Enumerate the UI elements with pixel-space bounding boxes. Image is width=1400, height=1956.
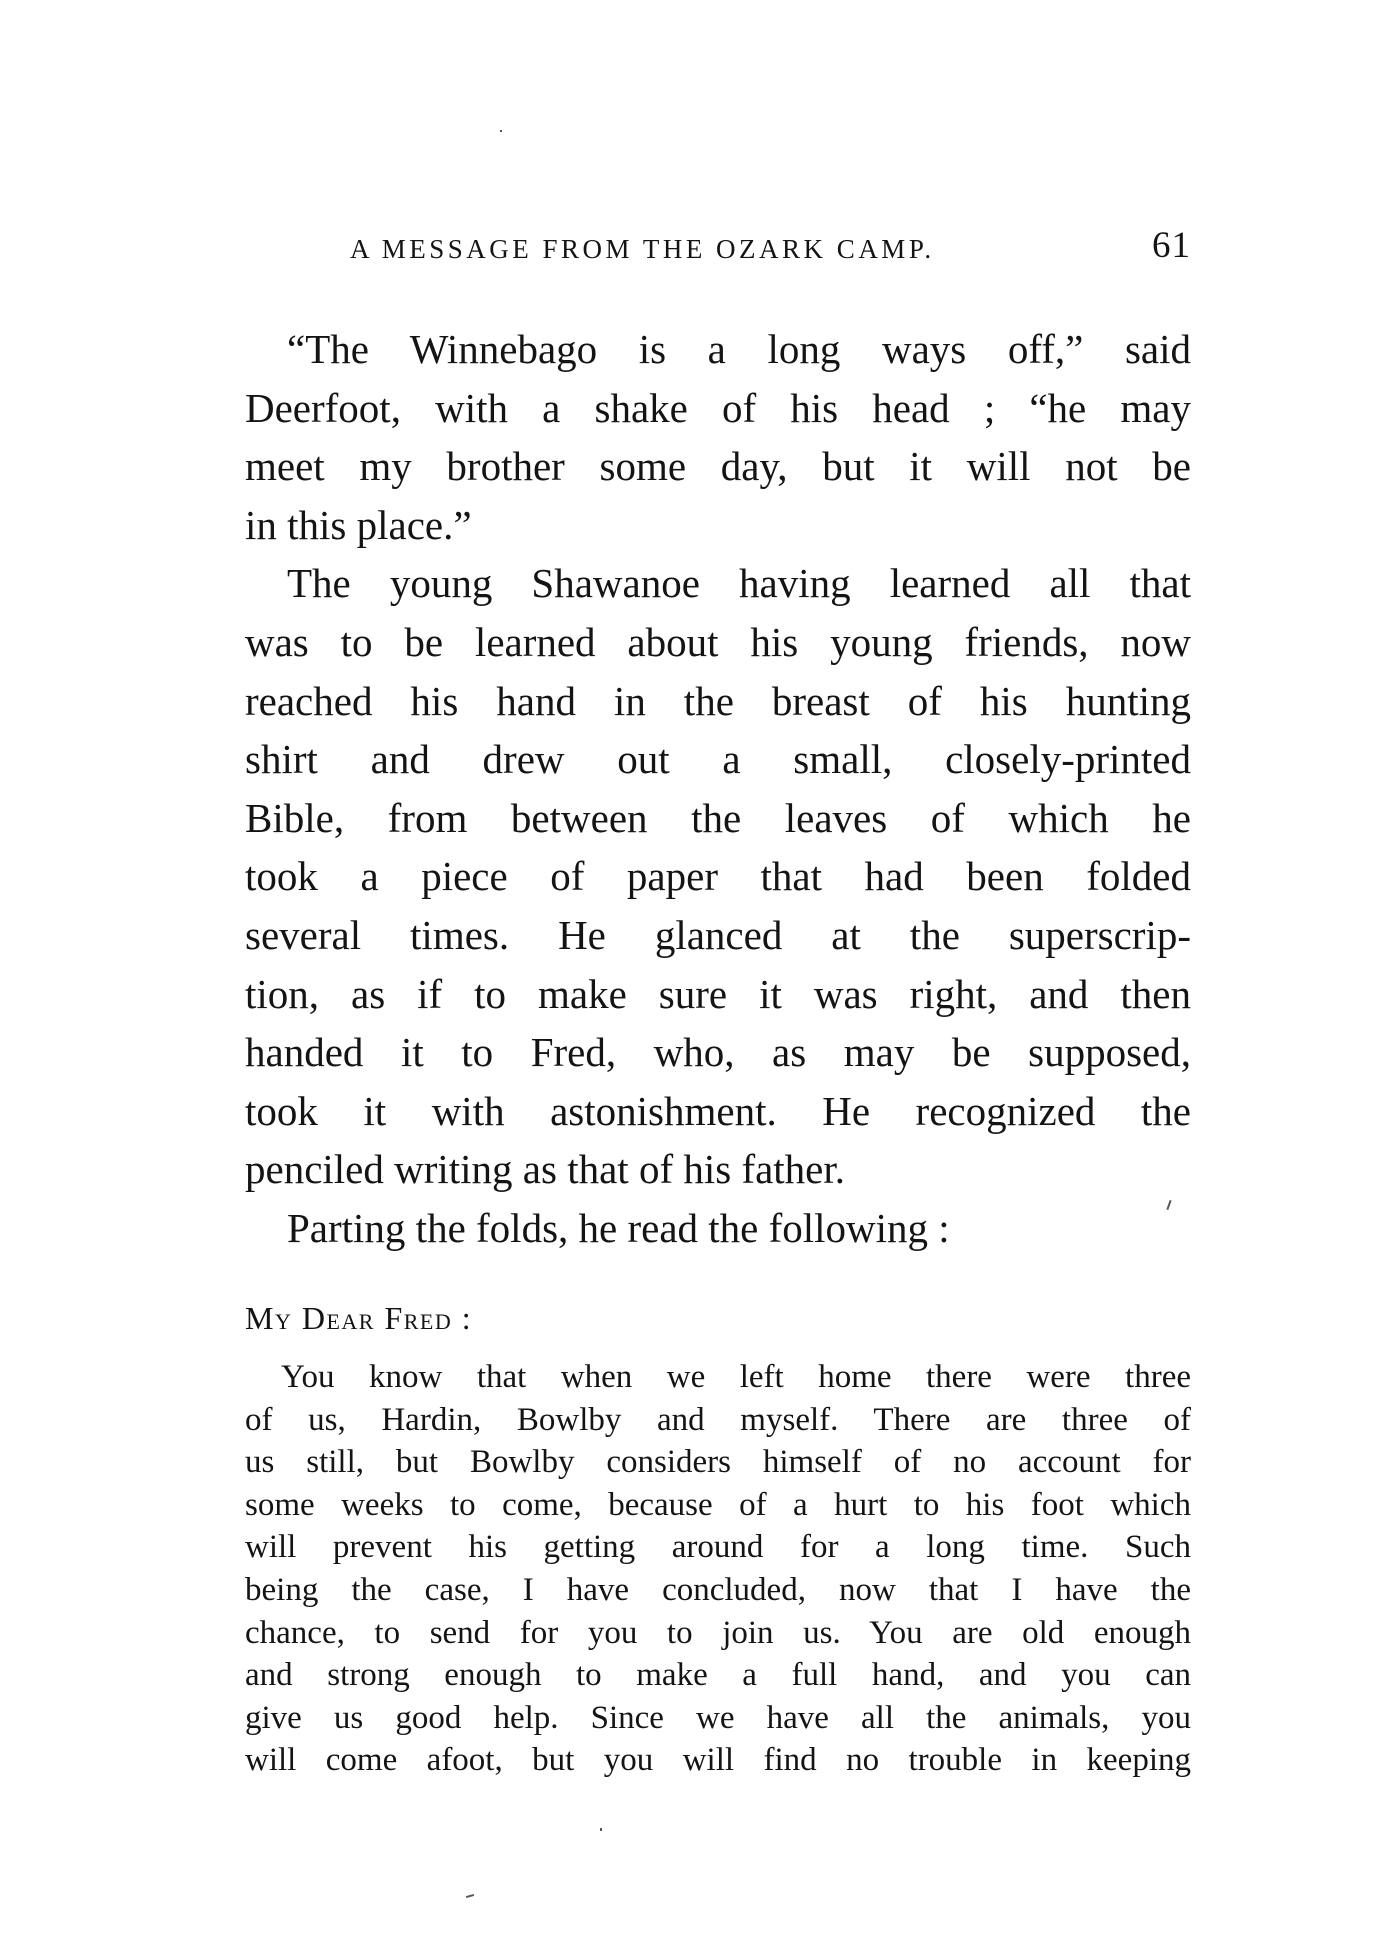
text-line: “The Winnebago is a long ways off,” said: [287, 326, 1191, 372]
text-line: shirt and drew out a small, closely-printed: [245, 736, 1191, 783]
paragraph: [245, 554, 1191, 1199]
text-line: reached his hand in the breast of his hunting: [245, 677, 1191, 724]
paragraph: [245, 320, 1191, 554]
letter-line: You know that when we left home there were three: [281, 1359, 1191, 1395]
letter-line: of us, Hardin, Bowlby and myself. There are three of: [245, 1401, 1191, 1438]
text-line: penciled writing as that of his father.: [245, 1146, 846, 1193]
letter-line: us still, but Bowlby considers himself of no account for: [245, 1444, 1191, 1481]
text-line: took it with astonishment. He recognized the: [245, 1087, 1191, 1134]
letter-line: being the case, I have concluded, now that I have the: [245, 1571, 1191, 1608]
letter-line: some weeks to come, because of a hurt to his foot which: [245, 1486, 1191, 1523]
text-line: meet my brother some day, but it will not be: [245, 443, 1191, 490]
text-line: several times. He glanced at the superscrip-: [245, 911, 1191, 958]
text-line: handed it to Fred, who, as may be supposed,: [245, 1029, 1191, 1076]
letter-salutation: My Dear Fred :: [245, 1300, 473, 1336]
text-line: Bible, from between the leaves of which he: [245, 794, 1191, 841]
body-text: [245, 320, 1191, 1258]
print-speck: [600, 1828, 602, 1831]
letter-line: and strong enough to make a full hand, and you can: [245, 1657, 1191, 1694]
letter-line: will come afoot, but you will find no trouble in keeping: [245, 1742, 1191, 1779]
letter-line: chance, to send for you to join us. You are old enough: [245, 1614, 1191, 1651]
running-title: A MESSAGE FROM THE OZARK CAMP.: [350, 234, 935, 264]
letter-line: will prevent his getting around for a long time. Such: [245, 1529, 1191, 1566]
text-line: The young Shawanoe having learned all that: [287, 560, 1191, 607]
text-line: Parting the folds, he read the following :: [287, 1204, 950, 1251]
print-speck: [500, 130, 502, 132]
letter-line: give us good help. Since we have all the animals, you: [245, 1699, 1191, 1736]
text-line: was to be learned about his young friends, now: [245, 618, 1191, 665]
paragraph: [245, 1199, 1191, 1258]
text-line: Deerfoot, with a shake of his head ; “he may: [245, 384, 1191, 431]
text-line: tion, as if to make sure it was right, and then: [245, 970, 1191, 1017]
text-line: in this place.”: [245, 501, 472, 548]
print-speck: [466, 1894, 474, 1898]
page-number: 61: [1152, 225, 1191, 266]
letter-text: [245, 1356, 1191, 1782]
text-line: took a piece of paper that had been folded: [245, 853, 1191, 900]
running-head: [245, 224, 1191, 272]
